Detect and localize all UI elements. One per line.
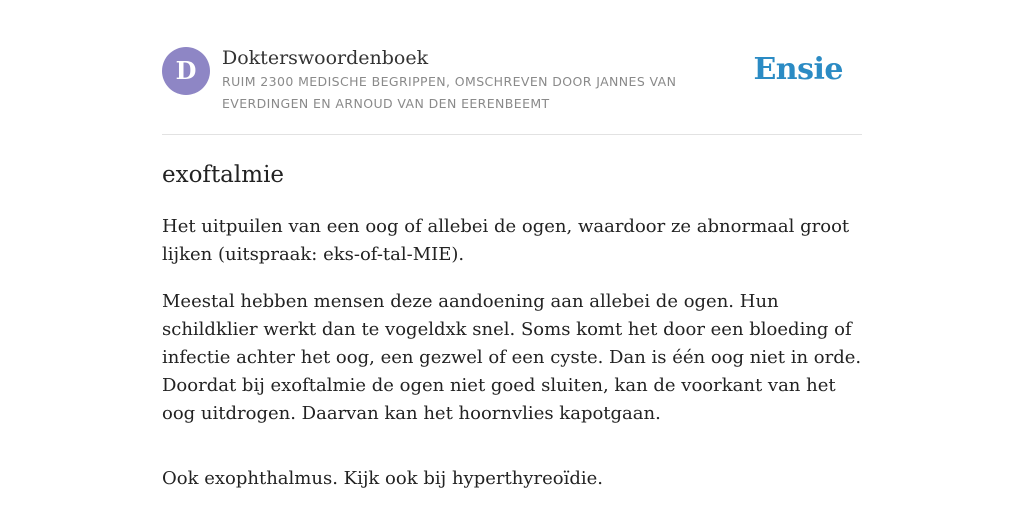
dictionary-subtitle: RUIM 2300 MEDISCHE BEGRIPPEN, OMSCHREVEN DOOR JANNES VAN EVERDINGEN EN ARNOUD VAN DEN EERENBEEMT (222, 74, 677, 111)
entry-term: exoftalmie (162, 162, 285, 188)
dictionary-avatar[interactable]: D (162, 47, 210, 95)
ensie-logo-link[interactable]: Ensie (753, 52, 843, 87)
entry-see-also (162, 447, 862, 493)
entry-definition: Het uitpuilen van een oog of allebei de ogen, waardoor ze abnormaal groot lijken (uitspraak: eks-of-tal-MIE). (162, 216, 850, 265)
see-also-prefix: Ook exophthalmus. Kijk ook bij (162, 468, 452, 489)
entry-page (162, 0, 862, 512)
see-also-link-hyperthyreoidie[interactable]: hyperthyreoïdie (451, 468, 598, 489)
dictionary-title[interactable]: Dokterswoordenboek (222, 47, 429, 69)
see-also-suffix: . (597, 468, 603, 489)
dictionary-header (162, 0, 862, 135)
entry-explanation: Meestal hebben mensen deze aandoening aan allebei de ogen. Hun schildklier werkt dan te vogeldxk snel. Soms komt het door een bloeding of infectie achter het oog, een gezwel of een cyste. Dan is één oog niet in orde. Doordat bij exoftalmie de ogen niet goed sluiten, kan de voorkant van het oog uitdrogen. Daarvan kan het hoornvlies kapotgaan. (162, 291, 862, 424)
entry-body (162, 213, 862, 493)
